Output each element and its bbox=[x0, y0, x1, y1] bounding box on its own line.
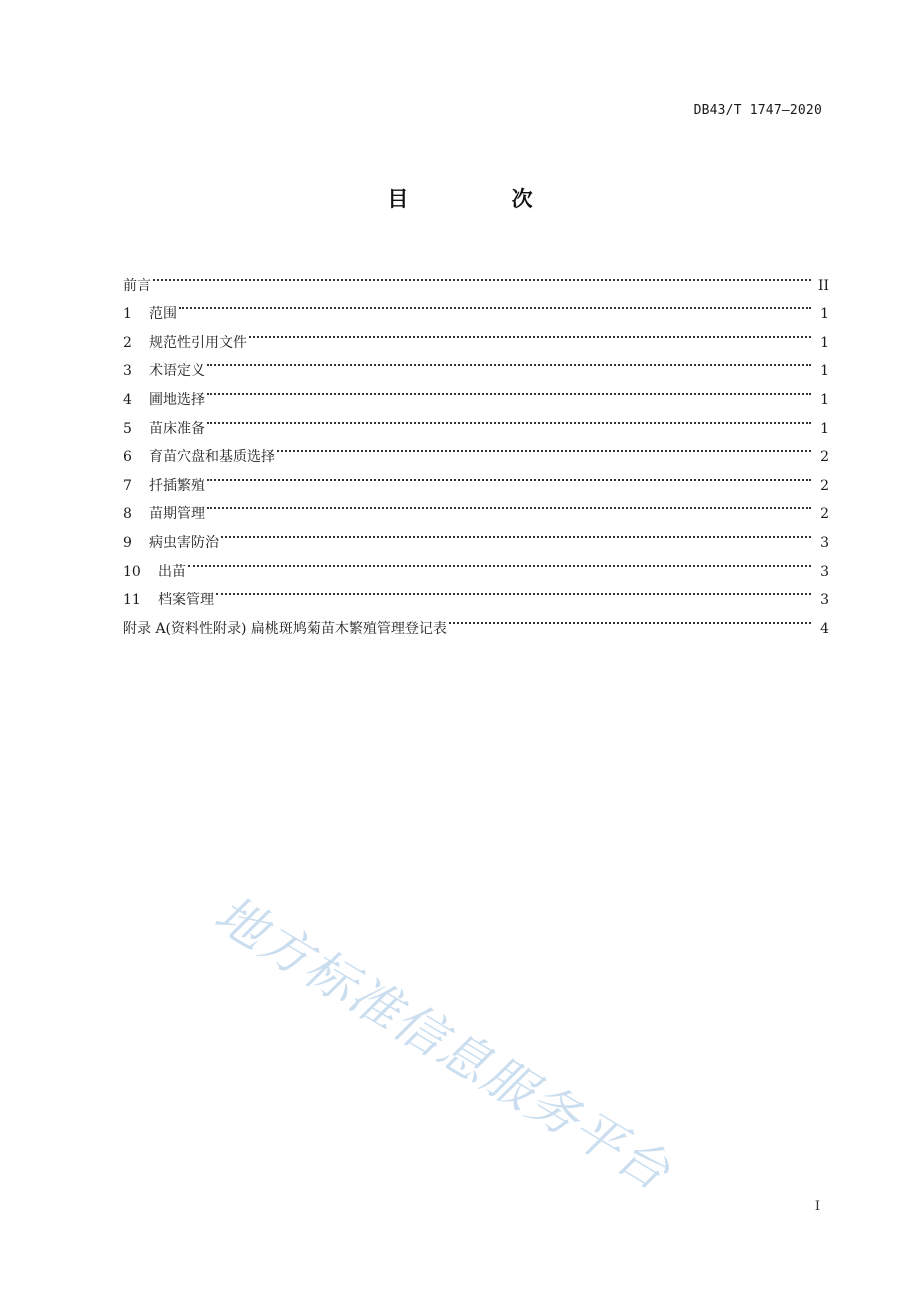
toc-entry-seedling-management[interactable] bbox=[123, 490, 829, 523]
toc-leader-dots bbox=[207, 404, 811, 433]
toc-entry-page: 1 bbox=[820, 306, 829, 323]
toc-entry-page: 1 bbox=[820, 391, 829, 408]
toc-entry-page: 4 bbox=[820, 620, 829, 637]
toc-leader-dots bbox=[221, 518, 811, 547]
toc-entry-normative-references[interactable] bbox=[123, 318, 829, 351]
toc-entry-label: 前言 bbox=[123, 277, 151, 294]
toc-entry-label: 圃地选择 bbox=[149, 391, 205, 408]
page-number: I bbox=[814, 1199, 820, 1214]
toc-entry-number: 11 bbox=[123, 592, 141, 609]
toc-entry-label: 档案管理 bbox=[158, 592, 214, 609]
toc-entry-label: 病虫害防治 bbox=[149, 534, 219, 551]
toc-leader-dots bbox=[153, 261, 811, 290]
toc-entry-label: 育苗穴盘和基质选择 bbox=[149, 449, 275, 466]
toc-entry-label: 术语定义 bbox=[149, 363, 205, 380]
toc-entry-seedling-emergence[interactable] bbox=[123, 547, 829, 580]
toc-leader-dots bbox=[207, 461, 811, 490]
toc-entry-number: 10 bbox=[123, 563, 141, 580]
toc-leader-dots bbox=[207, 490, 811, 519]
toc-entry-label: 苗期管理 bbox=[149, 506, 205, 523]
toc-entry-page: 2 bbox=[820, 477, 829, 494]
toc-entry-page: 2 bbox=[820, 506, 829, 523]
toc-entry-page: 3 bbox=[820, 592, 829, 609]
toc-entry-number: 5 bbox=[123, 420, 132, 437]
toc-leader-dots bbox=[207, 375, 811, 404]
toc-leader-dots bbox=[449, 604, 811, 633]
toc-entry-number: 8 bbox=[123, 506, 132, 523]
toc-entry-number: 2 bbox=[123, 334, 132, 351]
toc-entry-label: 出苗 bbox=[158, 563, 186, 580]
toc-title: 目 次 bbox=[387, 187, 581, 211]
toc-entry-page: 3 bbox=[820, 563, 829, 580]
toc-entry-page: 3 bbox=[820, 534, 829, 551]
toc-entry-number: 7 bbox=[123, 477, 132, 494]
toc-entry-appendix-a[interactable] bbox=[123, 604, 829, 637]
toc-entry-records-management[interactable] bbox=[123, 576, 829, 609]
toc-entry-tray-substrate-selection[interactable] bbox=[123, 433, 829, 466]
toc-entry-label: 规范性引用文件 bbox=[149, 334, 247, 351]
table-of-contents bbox=[123, 261, 829, 637]
toc-entry-nursery-site-selection[interactable] bbox=[123, 375, 829, 408]
toc-entry-number: 1 bbox=[123, 306, 132, 323]
toc-entry-label: 扦插繁殖 bbox=[149, 477, 205, 494]
toc-entry-pest-control[interactable] bbox=[123, 518, 829, 551]
toc-entry-page: 1 bbox=[820, 420, 829, 437]
watermark-text: 地方标准信息服务平台 bbox=[205, 884, 681, 1203]
toc-entry-page: 1 bbox=[820, 363, 829, 380]
toc-entry-number: 9 bbox=[123, 534, 132, 551]
toc-entry-page: 2 bbox=[820, 449, 829, 466]
toc-entry-cutting-propagation[interactable] bbox=[123, 461, 829, 494]
toc-entry-page: 1 bbox=[820, 334, 829, 351]
toc-leader-dots bbox=[277, 433, 811, 462]
toc-entry-label: 范围 bbox=[149, 306, 177, 323]
standard-code: DB43/T 1747—2020 bbox=[693, 103, 822, 118]
toc-entry-scope[interactable] bbox=[123, 290, 829, 323]
toc-entry-label: 附录 A(资料性附录) 扁桃斑鸠菊苗木繁殖管理登记表 bbox=[123, 620, 447, 637]
toc-entry-page: II bbox=[817, 277, 829, 294]
toc-leader-dots bbox=[249, 318, 811, 347]
toc-entry-number: 4 bbox=[123, 391, 132, 408]
toc-leader-dots bbox=[179, 290, 811, 319]
toc-leader-dots bbox=[216, 576, 811, 605]
toc-entry-label: 苗床准备 bbox=[149, 420, 205, 437]
toc-entry-foreword[interactable] bbox=[123, 261, 829, 294]
toc-entry-number: 6 bbox=[123, 449, 132, 466]
toc-entry-seedbed-preparation[interactable] bbox=[123, 404, 829, 437]
toc-leader-dots bbox=[207, 347, 811, 376]
toc-entry-number: 3 bbox=[123, 363, 132, 380]
toc-leader-dots bbox=[188, 547, 811, 576]
toc-entry-terms-definitions[interactable] bbox=[123, 347, 829, 380]
